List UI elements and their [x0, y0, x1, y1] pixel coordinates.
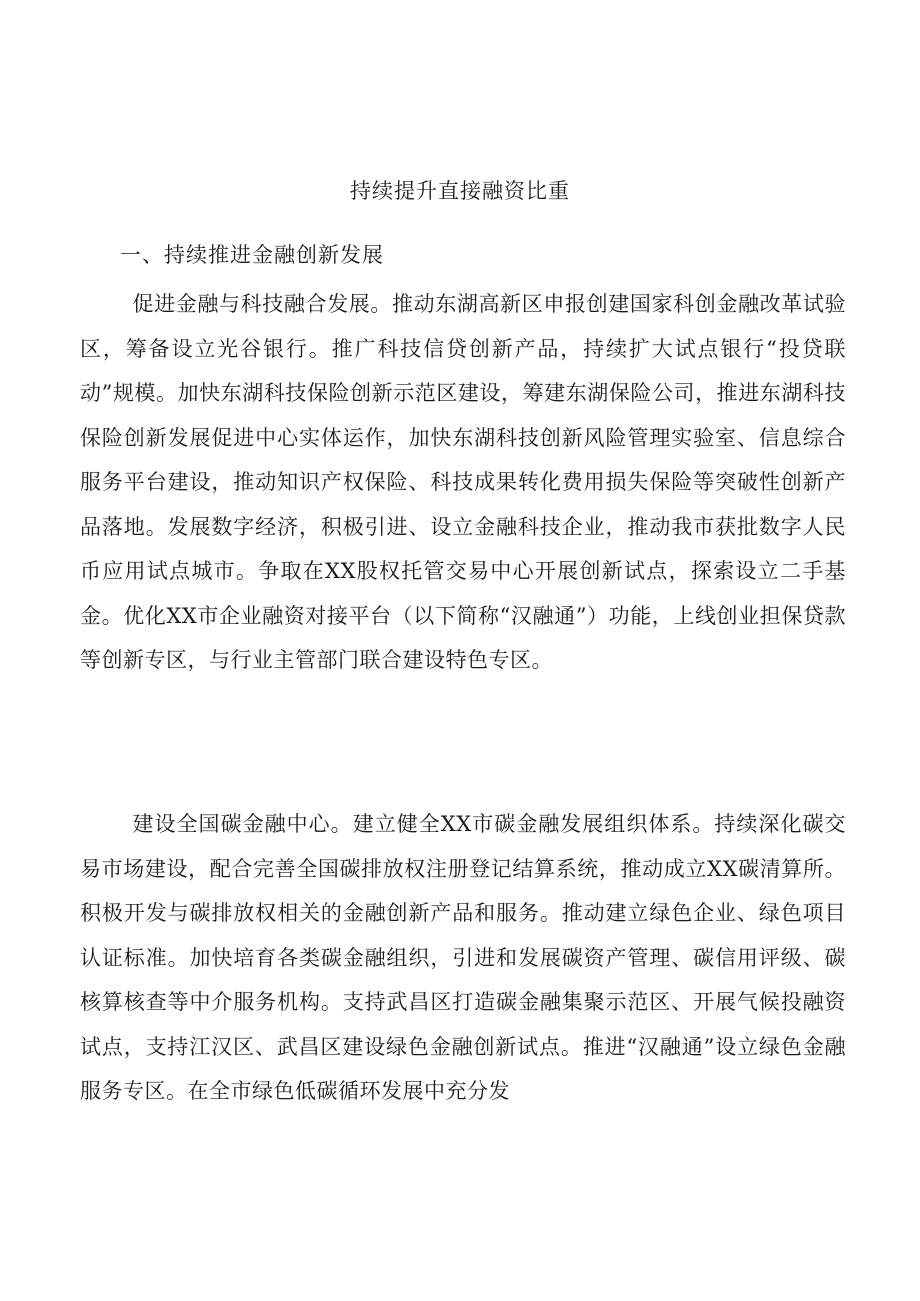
document-title: 持续提升直接融资比重 — [350, 179, 570, 203]
body-paragraph: 建设全国碳金融中心。建立健全XX市碳金融发展组织体系。持续深化碳交易市场建设，配合完善全国碳排放权注册登记结算系统，推动成立XX碳清算所。积极开发与碳排放权相关的金融创新产品和服务。推动建立绿色企业、绿色项目认证标准。加快培育各类碳金融组织，引进和发展碳资产管理、碳信用评级、碳核算核查等中介服务机构。支持武昌区打造碳金融集聚示范区、开展气候投融资试点，支持江汉区、武昌区建设绿色金融创新试点。推进“汉融通”设立绿色金融服务专区。在全市绿色低碳循环发展中充分发 — [80, 812, 846, 1103]
section-heading: 一、持续推进金融创新发展 — [120, 243, 384, 267]
body-paragraph: 促进金融与科技融合发展。推动东湖高新区申报创建国家科创金融改革试验区，筹备设立光谷银行。推广科技信贷创新产品，持续扩大试点银行“投贷联动”规模。加快东湖科技保险创新示范区建设，筹建东湖保险公司，推进东湖科技保险创新发展促进中心实体运作，加快东湖科技创新风险管理实验室、信息综合服务平台建设，推动知识产权保险、科技成果转化费用损失保险等突破性创新产品落地。发展数字经济，积极引进、设立金融科技企业，推动我市获批数字人民币应用试点城市。争取在XX股权托管交易中心开展创新试点，探索设立二手基金。优化XX市企业融资对接平台（以下简称“汉融通”）功能，上线创业担保贷款等创新专区，与行业主管部门联合建设特色专区。 — [80, 292, 846, 672]
